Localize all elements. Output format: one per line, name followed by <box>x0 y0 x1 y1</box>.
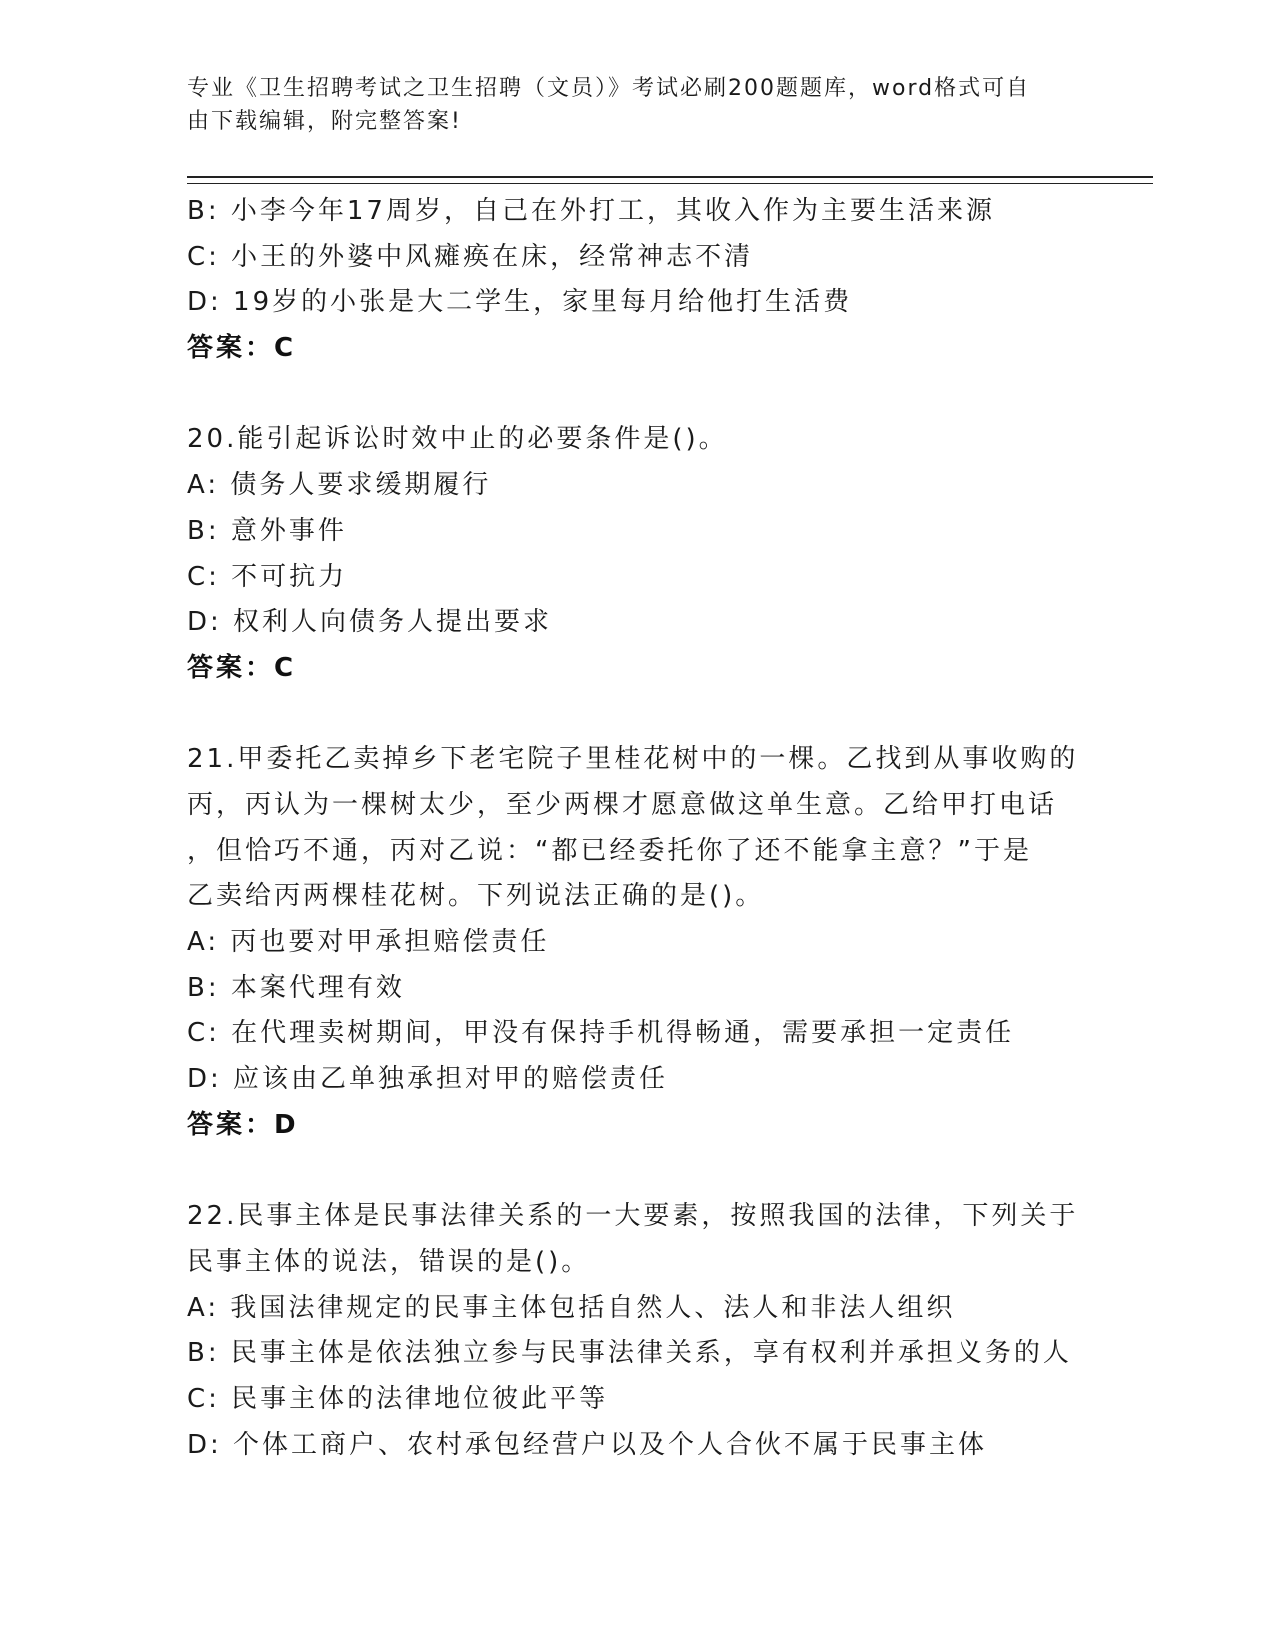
spacer <box>187 692 1087 738</box>
question-content <box>187 189 1087 1468</box>
q22-option-d: D: 个体工商户、农村承包经营户以及个人合伙不属于民事主体 <box>187 1429 988 1460</box>
q22-stem-line: 22.民事主体是民事法律关系的一大要素，按照我国的法律，下列关于 <box>187 1201 1079 1232</box>
q20-option-a: A: 债务人要求缓期履行 <box>187 470 492 501</box>
header-line-2: 由下载编辑，附完整答案! <box>187 109 462 134</box>
q19-option-c: C: 小王的外婆中风瘫痪在床，经常神志不清 <box>187 241 754 272</box>
q20-answer: 答案：C <box>187 652 297 683</box>
q22-option-c: C: 民事主体的法律地位彼此平等 <box>187 1383 609 1414</box>
q20-option-c: C: 不可抗力 <box>187 561 348 592</box>
q20-stem: 20.能引起诉讼时效中止的必要条件是()。 <box>187 424 728 455</box>
q20-option-d: D: 权利人向债务人提出要求 <box>187 607 553 638</box>
header-line-1: 专业《卫生招聘考试之卫生招聘（文员）》考试必刷200题题库，word格式可自 <box>187 76 1031 101</box>
q22-option-a: A: 我国法律规定的民事主体包括自然人、法人和非法人组织 <box>187 1292 956 1323</box>
q21-option-d: D: 应该由乙单独承担对甲的赔偿责任 <box>187 1064 669 1095</box>
q21-option-a: A: 丙也要对甲承担赔偿责任 <box>187 927 550 957</box>
q21-stem-line: 乙卖给丙两棵桂花树。下列说法正确的是()。 <box>187 881 765 912</box>
q21-stem-line: 丙，丙认为一棵树太少，至少两棵才愿意做这单生意。乙给甲打电话 <box>187 789 1058 820</box>
q19-option-d: D: 19岁的小张是大二学生，家里每月给他打生活费 <box>187 287 853 318</box>
document-header <box>187 72 1087 138</box>
q22-stem-line: 民事主体的说法，错误的是()。 <box>187 1246 591 1277</box>
q19-option-b: B: 小李今年17周岁，自己在外打工，其收入作为主要生活来源 <box>187 196 995 226</box>
q19-answer: 答案：C <box>187 333 297 364</box>
q21-option-b: B: 本案代理有效 <box>187 972 405 1003</box>
q21-option-c: C: 在代理卖树期间，甲没有保持手机得畅通，需要承担一定责任 <box>187 1018 1015 1049</box>
q21-stem-line: ，但恰巧不通，丙对乙说：“都已经委托你了还不能拿主意？”于是 <box>187 835 1032 866</box>
spacer <box>187 1148 1087 1194</box>
q20-option-b: B: 意外事件 <box>187 515 347 546</box>
q21-stem-line: 21.甲委托乙卖掉乡下老宅院子里桂花树中的一棵。乙找到从事收购的 <box>187 744 1079 775</box>
q22-option-b: B: 民事主体是依法独立参与民事法律关系，享有权利并承担义务的人 <box>187 1338 1072 1369</box>
spacer <box>187 372 1087 418</box>
q21-answer: 答案：D <box>187 1109 299 1140</box>
header-divider <box>187 176 1153 184</box>
